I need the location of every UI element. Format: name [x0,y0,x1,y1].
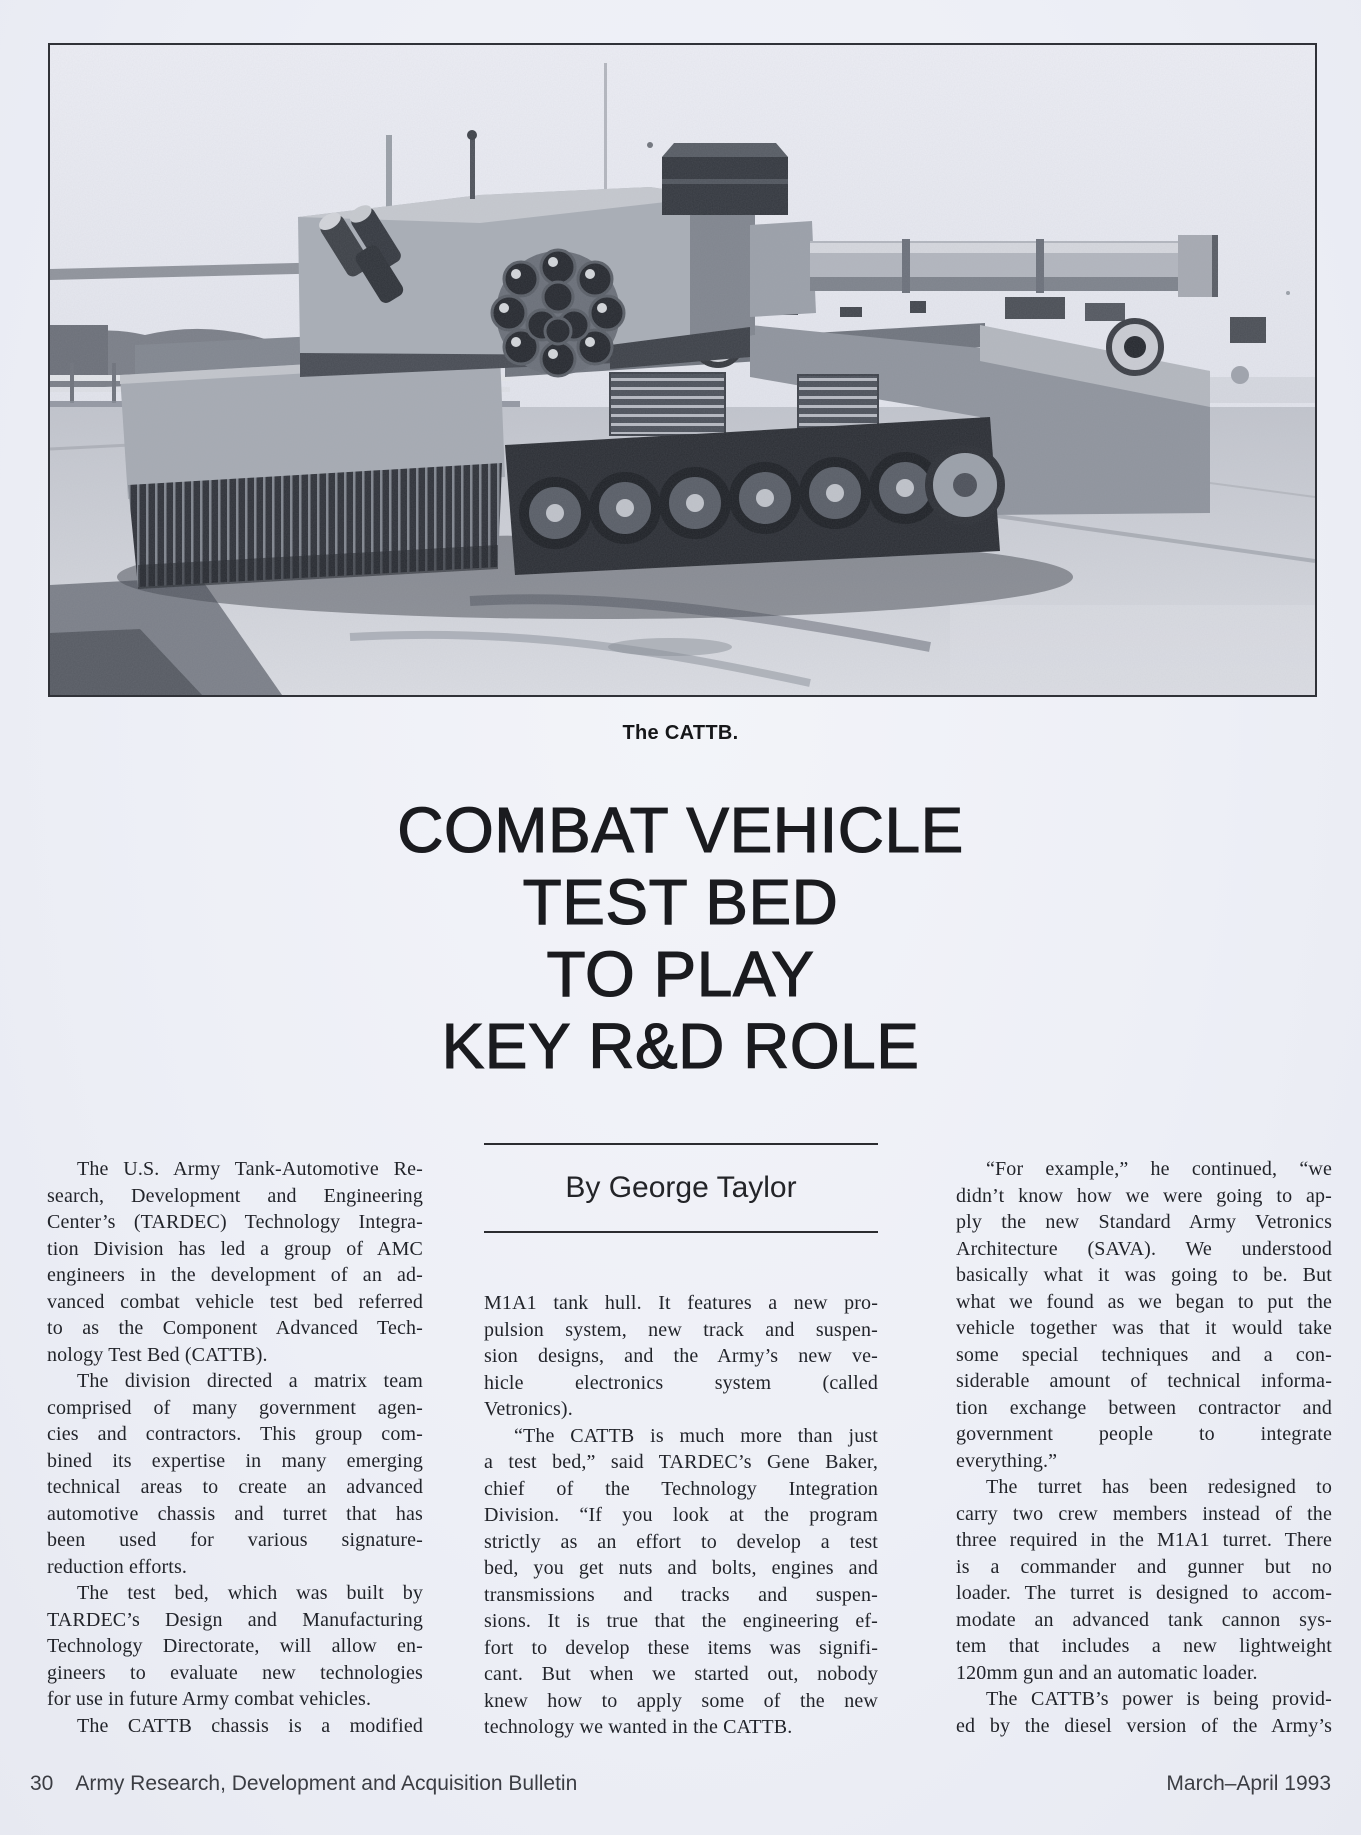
text-line: Division. “If you look at the program [484,1504,878,1526]
text-line: sions. It is true that the engineering ef- [484,1610,878,1632]
text-line: 120mm gun and an automatic loader. [956,1661,1258,1684]
text-line: everything.” [956,1449,1058,1472]
text-line: vanced combat vehicle test bed referred [47,1290,423,1313]
text-line: siderable amount of technical informa- [956,1370,1332,1392]
text-line: what we found as we began to put the [956,1290,1332,1313]
text-line: automotive chassis and turret that has [47,1502,423,1525]
text-line: The test bed, which was built by [77,1582,423,1604]
text-line: search, Development and Engineering [47,1184,423,1207]
text-line: modate an advanced tank cannon sys- [956,1608,1332,1631]
text-line: some special techniques and a con- [956,1343,1332,1366]
text-line: three required in the M1A1 turret. There [956,1529,1332,1551]
article-column-2-text [484,1290,878,1741]
text-line: cant. But when we started out, nobody [484,1663,878,1685]
journal-title: Army Research, Development and Acquisition Bulletin [75,1772,578,1795]
text-line: Architecture (SAVA). We understood [956,1237,1332,1260]
text-line: gineers to evaluate new technologies [47,1661,423,1684]
text-line: ply the new Standard Army Vetronics [956,1211,1332,1233]
text-line: ed by the diesel version of the Army’s [956,1714,1332,1737]
cattb-photo-illustration [50,45,1315,695]
text-line: strictly as an effort to develop a test [484,1530,878,1553]
title-line: TEST BED [522,866,839,938]
text-line: cies and contractors. This group com- [47,1423,423,1445]
text-line: for use in future Army combat vehicles. [47,1688,372,1710]
byline: By George Taylor [565,1171,797,1204]
text-line: carry two crew members instead of the [956,1502,1332,1525]
text-line: basically what it was going to be. But [956,1264,1332,1286]
text-line: reduction efforts. [47,1555,188,1578]
text-line: pulsion system, new track and suspen- [484,1318,878,1341]
text-line: government people to integrate [956,1423,1332,1445]
text-line: The CATTB’s power is being provid- [986,1688,1332,1710]
article-column-2 [484,1143,878,1741]
title-line: COMBAT VEHICLE [397,794,964,866]
text-line: sion designs, and the Army’s new ve- [484,1345,878,1367]
text-line: been used for various signature- [47,1529,423,1551]
photo-grain [50,45,1315,695]
photo-caption: The CATTB. [622,722,739,744]
text-line: didn’t know how we were going to ap- [956,1184,1332,1207]
text-line: a test bed,” said TARDEC’s Gene Baker, [484,1451,878,1473]
title-line: KEY R&D ROLE [441,1010,920,1082]
text-line: technical areas to create an advanced [47,1476,423,1498]
article-title [0,794,1361,1082]
title-line: TO PLAY [546,938,815,1010]
text-line: tem that includes a new lightweight [956,1635,1332,1657]
text-line: engineers in the development of an ad- [47,1264,423,1286]
issue-date: March–April 1993 [1166,1772,1331,1795]
text-line: chief of the Technology Integration [484,1477,878,1500]
text-line: transmissions and tracks and suspen- [484,1583,878,1606]
text-line: knew how to apply some of the new [484,1689,878,1712]
text-line: fort to develop these items was signifi- [484,1636,878,1659]
article-column-1 [47,1156,423,1739]
text-line: comprised of many government agen- [47,1396,423,1419]
text-line: bed, you get nuts and bolts, engines and [484,1557,878,1579]
text-line: tion exchange between contractor and [956,1396,1332,1419]
text-line: Vetronics). [484,1398,573,1420]
article-column-3 [956,1156,1332,1739]
text-line: hicle electronics system (called [484,1371,878,1394]
text-line: nology Test Bed (CATTB). [47,1343,268,1366]
text-line: The CATTB chassis is a modified [77,1714,423,1737]
text-line: Center’s (TARDEC) Technology Integra- [47,1211,423,1233]
text-line: is a commander and gunner but no [956,1555,1332,1578]
text-line: bined its expertise in many emerging [47,1449,423,1472]
text-line: Technology Directorate, will allow en- [47,1635,423,1657]
text-line: vehicle together was that it would take [956,1317,1332,1339]
text-line: technology we wanted in the CATTB. [484,1716,793,1738]
text-line: tion Division has led a group of AMC [47,1237,423,1260]
text-line: “For example,” he continued, “we [986,1158,1332,1180]
text-line: to as the Component Advanced Tech- [47,1317,423,1339]
text-line: “The CATTB is much more than just [514,1424,878,1447]
text-line: loader. The turret is designed to accom- [956,1582,1332,1604]
text-line: M1A1 tank hull. It features a new pro- [484,1292,878,1314]
text-line: The U.S. Army Tank-Automotive Re- [77,1158,423,1180]
page-number: 30 [30,1772,54,1795]
article-photo [48,43,1317,697]
footer-left [30,1772,577,1796]
byline-rule-bottom [484,1231,878,1233]
text-line: TARDEC’s Design and Manufacturing [47,1608,423,1631]
text-line: The division directed a matrix team [77,1370,423,1392]
text-line: The turret has been redesigned to [986,1476,1332,1498]
